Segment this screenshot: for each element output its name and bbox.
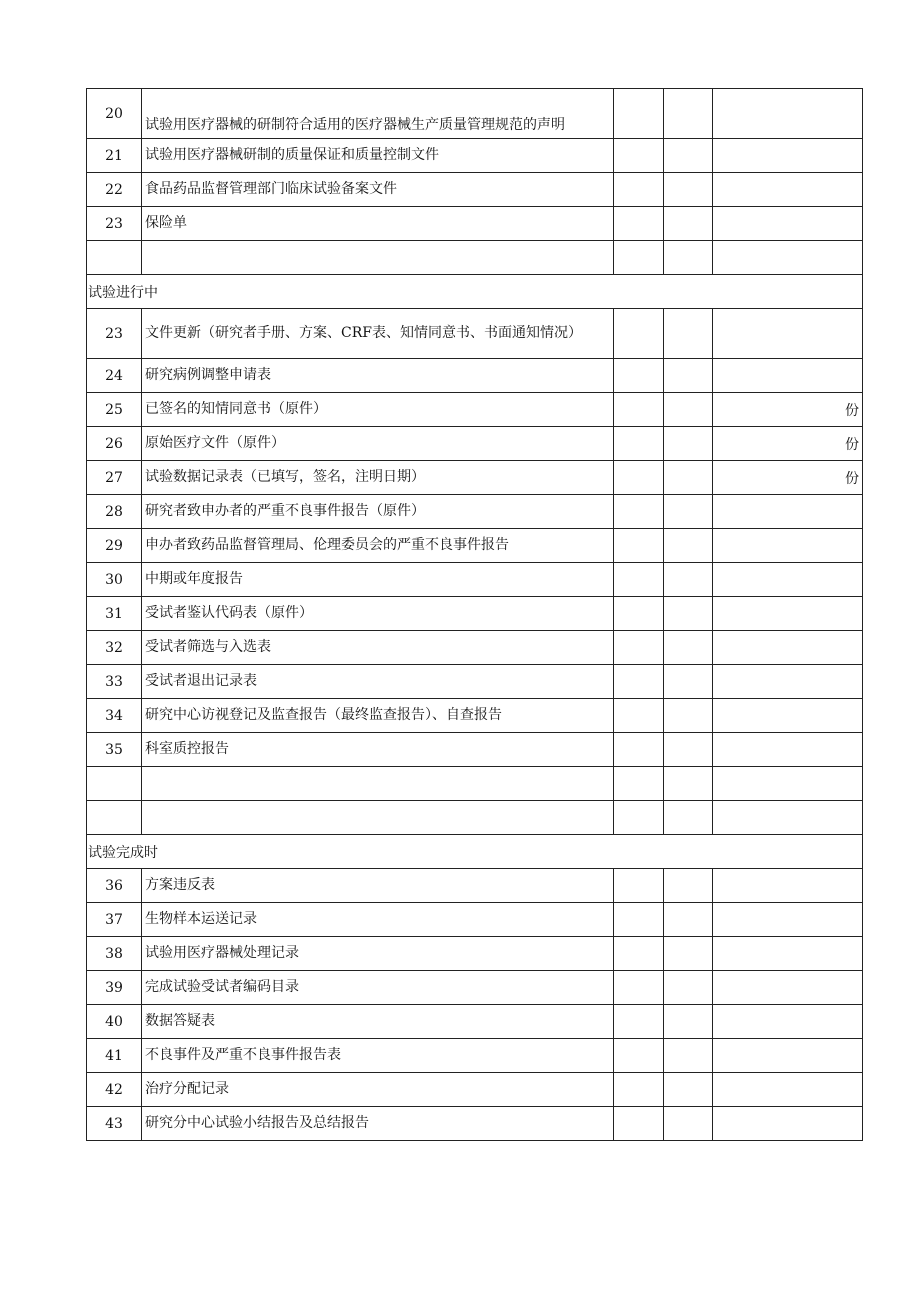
check-cell-1 <box>614 359 664 393</box>
check-cell-1 <box>614 733 664 767</box>
table-row <box>87 1005 863 1039</box>
document-name: 试验数据记录表（已填写，签名，注明日期） <box>142 461 614 495</box>
check-cell-2 <box>664 89 713 139</box>
check-cell-1 <box>614 461 664 495</box>
table-row <box>87 173 863 207</box>
copies-cell: 份 <box>713 461 863 495</box>
table-row <box>87 241 863 275</box>
table-row <box>87 393 863 427</box>
check-cell-1 <box>614 1039 664 1073</box>
row-number: 23 <box>87 309 142 359</box>
document-name: 受试者鉴认代码表（原件） <box>142 597 614 631</box>
document-name <box>142 767 614 801</box>
section-header-row <box>87 835 863 869</box>
copies-cell <box>713 869 863 903</box>
document-name: 试验用医疗器械处理记录 <box>142 937 614 971</box>
check-cell-2 <box>664 461 713 495</box>
copies-cell <box>713 733 863 767</box>
copies-cell <box>713 173 863 207</box>
row-number: 35 <box>87 733 142 767</box>
document-name: 科室质控报告 <box>142 733 614 767</box>
document-name: 研究者致申办者的严重不良事件报告（原件） <box>142 495 614 529</box>
table-row <box>87 563 863 597</box>
row-number: 38 <box>87 937 142 971</box>
table-row <box>87 937 863 971</box>
document-name: 食品药品监督管理部门临床试验备案文件 <box>142 173 614 207</box>
copies-cell <box>713 665 863 699</box>
copies-cell <box>713 241 863 275</box>
check-cell-1 <box>614 309 664 359</box>
row-number: 36 <box>87 869 142 903</box>
check-cell-1 <box>614 1005 664 1039</box>
row-number: 25 <box>87 393 142 427</box>
check-cell-1 <box>614 665 664 699</box>
copies-cell <box>713 597 863 631</box>
table-row <box>87 971 863 1005</box>
check-cell-1 <box>614 207 664 241</box>
check-cell-2 <box>664 359 713 393</box>
copies-cell <box>713 359 863 393</box>
document-name: 已签名的知情同意书（原件） <box>142 393 614 427</box>
check-cell-2 <box>664 207 713 241</box>
check-cell-1 <box>614 173 664 207</box>
row-number: 30 <box>87 563 142 597</box>
check-cell-1 <box>614 563 664 597</box>
row-number: 27 <box>87 461 142 495</box>
check-cell-2 <box>664 529 713 563</box>
row-number <box>87 241 142 275</box>
check-cell-2 <box>664 495 713 529</box>
row-number: 22 <box>87 173 142 207</box>
document-name: 研究中心访视登记及监查报告（最终监查报告）、自查报告 <box>142 699 614 733</box>
check-cell-2 <box>664 869 713 903</box>
check-cell-1 <box>614 393 664 427</box>
table-row <box>87 427 863 461</box>
check-cell-1 <box>614 903 664 937</box>
table-row <box>87 903 863 937</box>
check-cell-2 <box>664 393 713 427</box>
document-name <box>142 801 614 835</box>
document-name: 文件更新（研究者手册、方案、CRF表、知情同意书、书面通知情况） <box>142 309 614 359</box>
check-cell-1 <box>614 699 664 733</box>
table-row <box>87 309 863 359</box>
row-number: 32 <box>87 631 142 665</box>
row-number: 28 <box>87 495 142 529</box>
row-number: 21 <box>87 139 142 173</box>
copies-cell <box>713 495 863 529</box>
copies-cell <box>713 937 863 971</box>
section-label: 试验进行中 <box>87 275 863 309</box>
table-row <box>87 495 863 529</box>
row-number: 26 <box>87 427 142 461</box>
table-row <box>87 89 863 139</box>
check-cell-2 <box>664 1107 713 1141</box>
row-number: 34 <box>87 699 142 733</box>
check-cell-2 <box>664 767 713 801</box>
document-name: 研究分中心试验小结报告及总结报告 <box>142 1107 614 1141</box>
copies-cell <box>713 767 863 801</box>
check-cell-2 <box>664 903 713 937</box>
table-row <box>87 869 863 903</box>
checklist-body <box>87 89 863 1141</box>
check-cell-1 <box>614 801 664 835</box>
copies-cell <box>713 1073 863 1107</box>
document-checklist-table <box>86 88 863 1141</box>
check-cell-2 <box>664 309 713 359</box>
copies-cell <box>713 139 863 173</box>
copies-cell <box>713 631 863 665</box>
document-name: 不良事件及严重不良事件报告表 <box>142 1039 614 1073</box>
copies-cell <box>713 801 863 835</box>
copies-cell <box>713 971 863 1005</box>
check-cell-2 <box>664 631 713 665</box>
check-cell-2 <box>664 971 713 1005</box>
row-number: 29 <box>87 529 142 563</box>
check-cell-1 <box>614 767 664 801</box>
table-row <box>87 767 863 801</box>
copies-cell <box>713 207 863 241</box>
document-name: 试验用医疗器械研制的质量保证和质量控制文件 <box>142 139 614 173</box>
row-number: 31 <box>87 597 142 631</box>
document-name: 中期或年度报告 <box>142 563 614 597</box>
document-name <box>142 241 614 275</box>
check-cell-1 <box>614 869 664 903</box>
document-name: 保险单 <box>142 207 614 241</box>
copies-cell <box>713 563 863 597</box>
check-cell-2 <box>664 937 713 971</box>
check-cell-1 <box>614 427 664 461</box>
copies-cell <box>713 1005 863 1039</box>
row-number <box>87 801 142 835</box>
copies-cell <box>713 903 863 937</box>
row-number: 43 <box>87 1107 142 1141</box>
row-number: 39 <box>87 971 142 1005</box>
check-cell-2 <box>664 733 713 767</box>
check-cell-2 <box>664 1039 713 1073</box>
table-row <box>87 529 863 563</box>
document-name: 方案违反表 <box>142 869 614 903</box>
copies-cell <box>713 699 863 733</box>
document-name: 原始医疗文件（原件） <box>142 427 614 461</box>
row-number: 41 <box>87 1039 142 1073</box>
document-name: 数据答疑表 <box>142 1005 614 1039</box>
row-number: 40 <box>87 1005 142 1039</box>
row-number: 33 <box>87 665 142 699</box>
check-cell-2 <box>664 801 713 835</box>
document-name: 研究病例调整申请表 <box>142 359 614 393</box>
check-cell-1 <box>614 139 664 173</box>
check-cell-2 <box>664 173 713 207</box>
check-cell-2 <box>664 1073 713 1107</box>
table-row <box>87 359 863 393</box>
document-name: 受试者筛选与入选表 <box>142 631 614 665</box>
table-row <box>87 733 863 767</box>
row-number: 24 <box>87 359 142 393</box>
check-cell-2 <box>664 241 713 275</box>
table-row <box>87 631 863 665</box>
check-cell-2 <box>664 665 713 699</box>
check-cell-1 <box>614 631 664 665</box>
row-number: 20 <box>87 89 142 139</box>
copies-cell <box>713 309 863 359</box>
section-label: 试验完成时 <box>87 835 863 869</box>
document-name: 受试者退出记录表 <box>142 665 614 699</box>
copies-cell <box>713 529 863 563</box>
row-number: 42 <box>87 1073 142 1107</box>
table-row <box>87 699 863 733</box>
check-cell-1 <box>614 971 664 1005</box>
table-row <box>87 1073 863 1107</box>
section-header-row <box>87 275 863 309</box>
copies-cell: 份 <box>713 427 863 461</box>
copies-cell <box>713 1107 863 1141</box>
check-cell-1 <box>614 1073 664 1107</box>
row-number: 37 <box>87 903 142 937</box>
table-row <box>87 665 863 699</box>
check-cell-2 <box>664 1005 713 1039</box>
check-cell-2 <box>664 597 713 631</box>
table-row <box>87 597 863 631</box>
check-cell-1 <box>614 937 664 971</box>
document-name: 申办者致药品监督管理局、伦理委员会的严重不良事件报告 <box>142 529 614 563</box>
document-name: 治疗分配记录 <box>142 1073 614 1107</box>
check-cell-2 <box>664 427 713 461</box>
table-row <box>87 801 863 835</box>
document-name: 试验用医疗器械的研制符合适用的医疗器械生产质量管理规范的声明 <box>142 89 614 139</box>
row-number <box>87 767 142 801</box>
check-cell-2 <box>664 139 713 173</box>
table-row <box>87 139 863 173</box>
table-row <box>87 461 863 495</box>
check-cell-1 <box>614 529 664 563</box>
row-number: 23 <box>87 207 142 241</box>
table-row <box>87 1107 863 1141</box>
copies-cell <box>713 89 863 139</box>
document-name: 生物样本运送记录 <box>142 903 614 937</box>
check-cell-2 <box>664 699 713 733</box>
table-row <box>87 1039 863 1073</box>
check-cell-1 <box>614 495 664 529</box>
check-cell-2 <box>664 563 713 597</box>
check-cell-1 <box>614 241 664 275</box>
copies-cell <box>713 1039 863 1073</box>
check-cell-1 <box>614 89 664 139</box>
table-row <box>87 207 863 241</box>
check-cell-1 <box>614 597 664 631</box>
document-name: 完成试验受试者编码目录 <box>142 971 614 1005</box>
check-cell-1 <box>614 1107 664 1141</box>
copies-cell: 份 <box>713 393 863 427</box>
